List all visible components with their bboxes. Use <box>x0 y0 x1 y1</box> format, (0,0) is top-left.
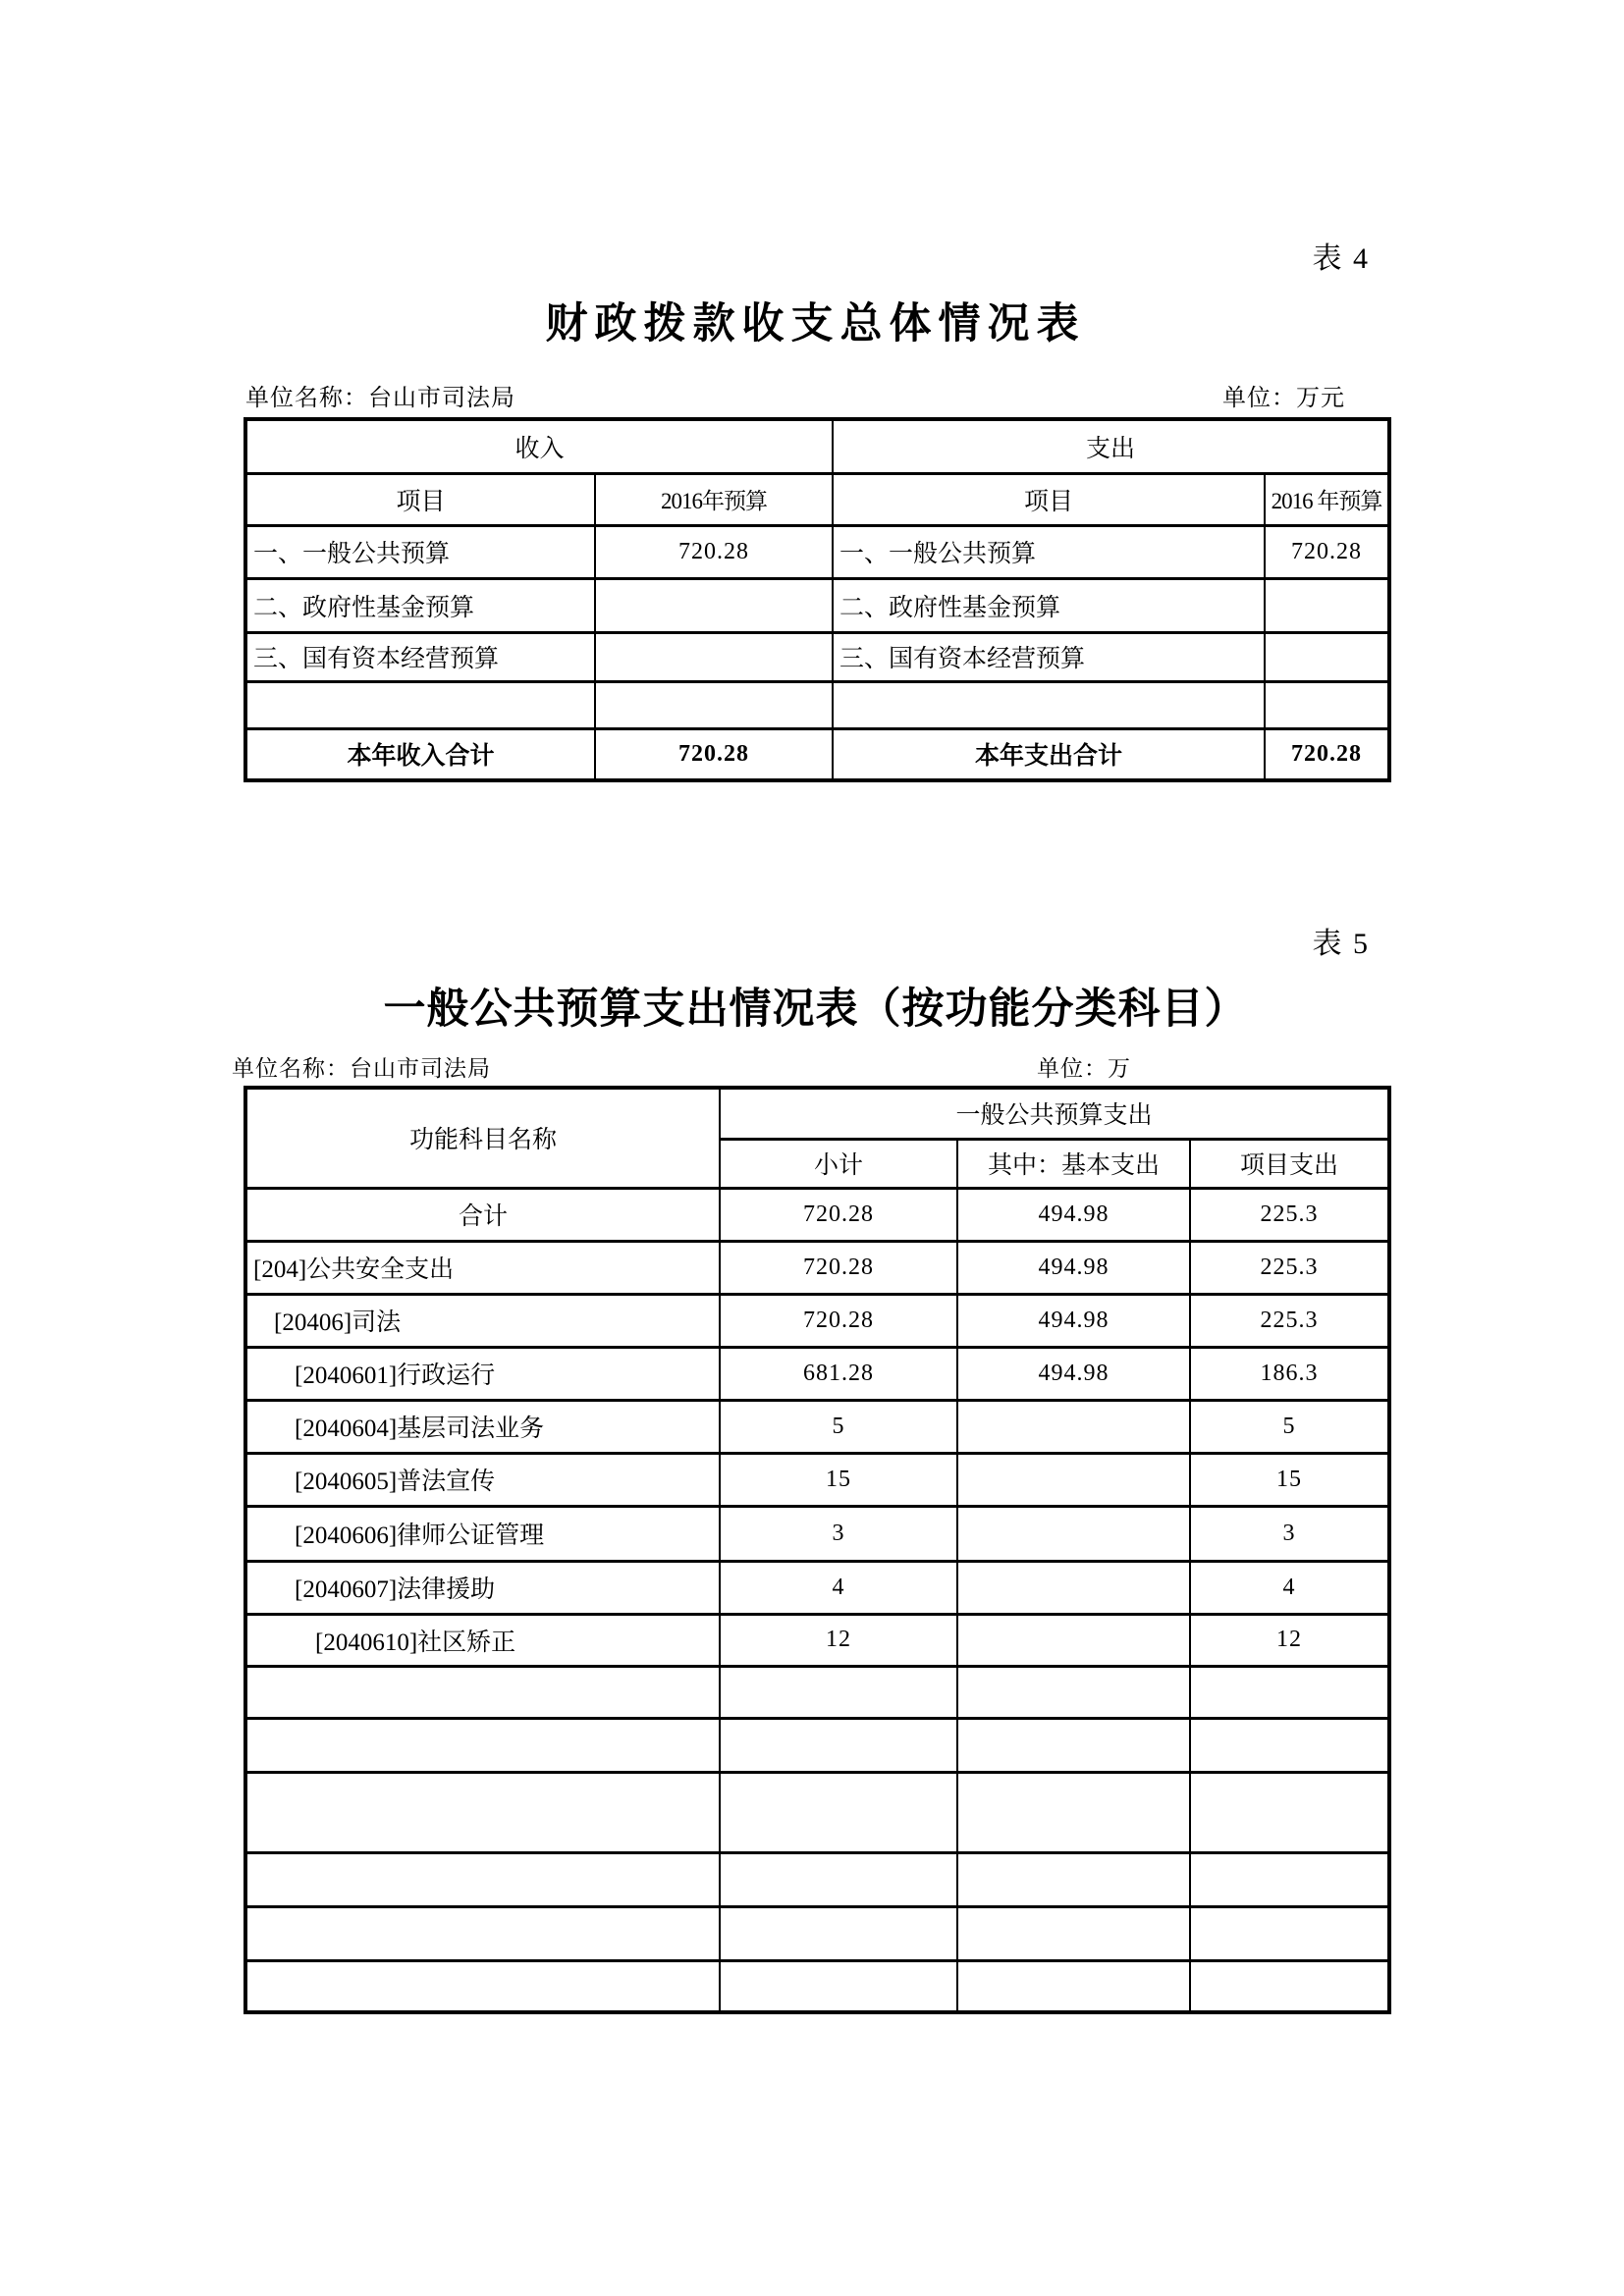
table-row <box>245 681 1389 728</box>
table-row <box>245 1718 1389 1772</box>
basic-expense-cell: 494.98 <box>957 1241 1190 1294</box>
function-name-cell: [20406]司法 <box>245 1294 720 1347</box>
subtotal-cell: 4 <box>720 1561 957 1614</box>
income-budget-header-cell: 2016年预算 <box>595 473 833 525</box>
subtotal-cell: 12 <box>720 1614 957 1666</box>
basic-expense-cell <box>957 1772 1190 1852</box>
project-expense-cell: 225.3 <box>1190 1188 1389 1241</box>
function-name-cell <box>245 1666 720 1718</box>
subtotal-cell: 3 <box>720 1506 957 1561</box>
expense-value-cell <box>1265 578 1389 632</box>
basic-expense-cell <box>957 1561 1190 1614</box>
table5-tag-label: 表 5 <box>1312 928 1370 960</box>
project-expense-cell <box>1190 1960 1389 2012</box>
project-expense-cell: 4 <box>1190 1561 1389 1614</box>
budget-group-header-cell: 一般公共预算支出 <box>720 1088 1389 1139</box>
table-row <box>245 1188 1389 1241</box>
subtotal-cell <box>720 1906 957 1960</box>
subtotal-cell <box>720 1772 957 1852</box>
project-expense-cell <box>1190 1718 1389 1772</box>
function-name-cell: [2040604]基层司法业务 <box>245 1400 720 1453</box>
subtotal-cell: 720.28 <box>720 1241 957 1294</box>
project-expense-cell: 225.3 <box>1190 1241 1389 1294</box>
table-row <box>245 1960 1389 2012</box>
income-value-cell <box>595 578 833 632</box>
project-expense-header-cell: 项目支出 <box>1190 1139 1389 1188</box>
function-name-header-cell: 功能科目名称 <box>245 1088 720 1188</box>
project-expense-cell: 186.3 <box>1190 1347 1389 1400</box>
income-item-cell: 三、国有资本经营预算 <box>245 632 595 681</box>
table-row <box>245 1453 1389 1506</box>
subtotal-cell <box>720 1718 957 1772</box>
table-row <box>245 1561 1389 1614</box>
income-item-cell: 二、政府性基金预算 <box>245 578 595 632</box>
income-value-cell: 720.28 <box>595 525 833 578</box>
table-row <box>245 578 1389 632</box>
table-row <box>245 1666 1389 1718</box>
expense-item-cell <box>833 681 1265 728</box>
function-name-cell: [2040610]社区矫正 <box>245 1614 720 1666</box>
basic-expense-cell: 494.98 <box>957 1188 1190 1241</box>
expense-total-label-cell: 本年支出合计 <box>833 728 1265 780</box>
project-expense-cell <box>1190 1772 1389 1852</box>
basic-expense-cell <box>957 1506 1190 1561</box>
table-row <box>245 1400 1389 1453</box>
fiscal-appropriation-summary-table <box>244 417 1391 782</box>
function-name-cell: [2040601]行政运行 <box>245 1347 720 1400</box>
income-item-cell: 一、一般公共预算 <box>245 525 595 578</box>
function-name-cell <box>245 1960 720 2012</box>
basic-expense-cell: 494.98 <box>957 1347 1190 1400</box>
table4-title: 财政拨款收支总体情况表 <box>545 301 1086 347</box>
expense-group-header-cell: 支出 <box>833 419 1389 473</box>
table-row <box>245 1088 1389 1139</box>
table-row <box>245 1506 1389 1561</box>
project-expense-cell: 5 <box>1190 1400 1389 1453</box>
table4-unit-label: 单位：万元 <box>1222 386 1345 411</box>
function-name-cell: [2040606]律师公证管理 <box>245 1506 720 1561</box>
table-row <box>245 632 1389 681</box>
expense-value-cell <box>1265 632 1389 681</box>
income-total-value-cell: 720.28 <box>595 728 833 780</box>
table4-tag-label: 表 4 <box>1312 242 1370 275</box>
subtotal-cell: 681.28 <box>720 1347 957 1400</box>
project-expense-cell: 3 <box>1190 1506 1389 1561</box>
income-value-cell <box>595 632 833 681</box>
table-row <box>245 1241 1389 1294</box>
basic-expense-cell <box>957 1718 1190 1772</box>
basic-expense-cell <box>957 1666 1190 1718</box>
expense-budget-header-cell: 2016 年预算 <box>1265 473 1389 525</box>
subtotal-cell: 15 <box>720 1453 957 1506</box>
project-expense-cell <box>1190 1666 1389 1718</box>
table5-unit-name-label: 单位名称：台山市司法局 <box>232 1056 491 1081</box>
project-expense-cell: 15 <box>1190 1453 1389 1506</box>
table-row <box>245 1614 1389 1666</box>
income-item-header-cell: 项目 <box>245 473 595 525</box>
table-row <box>245 1294 1389 1347</box>
project-expense-cell <box>1190 1852 1389 1906</box>
table-row <box>245 728 1389 780</box>
income-total-label-cell: 本年收入合计 <box>245 728 595 780</box>
table-row <box>245 473 1389 525</box>
income-group-header-cell: 收入 <box>245 419 833 473</box>
table-row <box>245 419 1389 473</box>
table5-unit-label: 单位：万 <box>1037 1056 1131 1081</box>
project-expense-cell <box>1190 1906 1389 1960</box>
table4-unit-name-label: 单位名称：台山市司法局 <box>245 386 515 411</box>
basic-expense-cell: 494.98 <box>957 1294 1190 1347</box>
function-name-cell: [204]公共安全支出 <box>245 1241 720 1294</box>
public-budget-expenditure-table <box>244 1086 1391 2014</box>
table-row <box>245 1347 1389 1400</box>
table-row <box>245 1772 1389 1852</box>
expense-value-cell <box>1265 681 1389 728</box>
subtotal-cell <box>720 1852 957 1906</box>
subtotal-cell <box>720 1666 957 1718</box>
table-row <box>245 1852 1389 1906</box>
function-name-cell <box>245 1852 720 1906</box>
function-name-cell: [2040605]普法宣传 <box>245 1453 720 1506</box>
table-row <box>245 525 1389 578</box>
basic-expense-cell <box>957 1614 1190 1666</box>
expense-total-value-cell: 720.28 <box>1265 728 1389 780</box>
subtotal-cell: 720.28 <box>720 1188 957 1241</box>
function-name-cell: [2040607]法律援助 <box>245 1561 720 1614</box>
subtotal-cell: 720.28 <box>720 1294 957 1347</box>
expense-value-cell: 720.28 <box>1265 525 1389 578</box>
subtotal-cell <box>720 1960 957 2012</box>
subtotal-cell: 5 <box>720 1400 957 1453</box>
table5-title: 一般公共预算支出情况表（按功能分类科目） <box>383 987 1248 1033</box>
basic-expense-header-cell: 其中：基本支出 <box>957 1139 1190 1188</box>
project-expense-cell: 225.3 <box>1190 1294 1389 1347</box>
basic-expense-cell <box>957 1400 1190 1453</box>
basic-expense-cell <box>957 1906 1190 1960</box>
expense-item-header-cell: 项目 <box>833 473 1265 525</box>
subtotal-header-cell: 小计 <box>720 1139 957 1188</box>
project-expense-cell: 12 <box>1190 1614 1389 1666</box>
table-row <box>245 1906 1389 1960</box>
function-name-cell <box>245 1906 720 1960</box>
income-value-cell <box>595 681 833 728</box>
basic-expense-cell <box>957 1453 1190 1506</box>
income-item-cell <box>245 681 595 728</box>
function-name-cell: 合计 <box>245 1188 720 1241</box>
basic-expense-cell <box>957 1852 1190 1906</box>
expense-item-cell: 三、国有资本经营预算 <box>833 632 1265 681</box>
expense-item-cell: 二、政府性基金预算 <box>833 578 1265 632</box>
function-name-cell <box>245 1772 720 1852</box>
function-name-cell <box>245 1718 720 1772</box>
basic-expense-cell <box>957 1960 1190 2012</box>
expense-item-cell: 一、一般公共预算 <box>833 525 1265 578</box>
